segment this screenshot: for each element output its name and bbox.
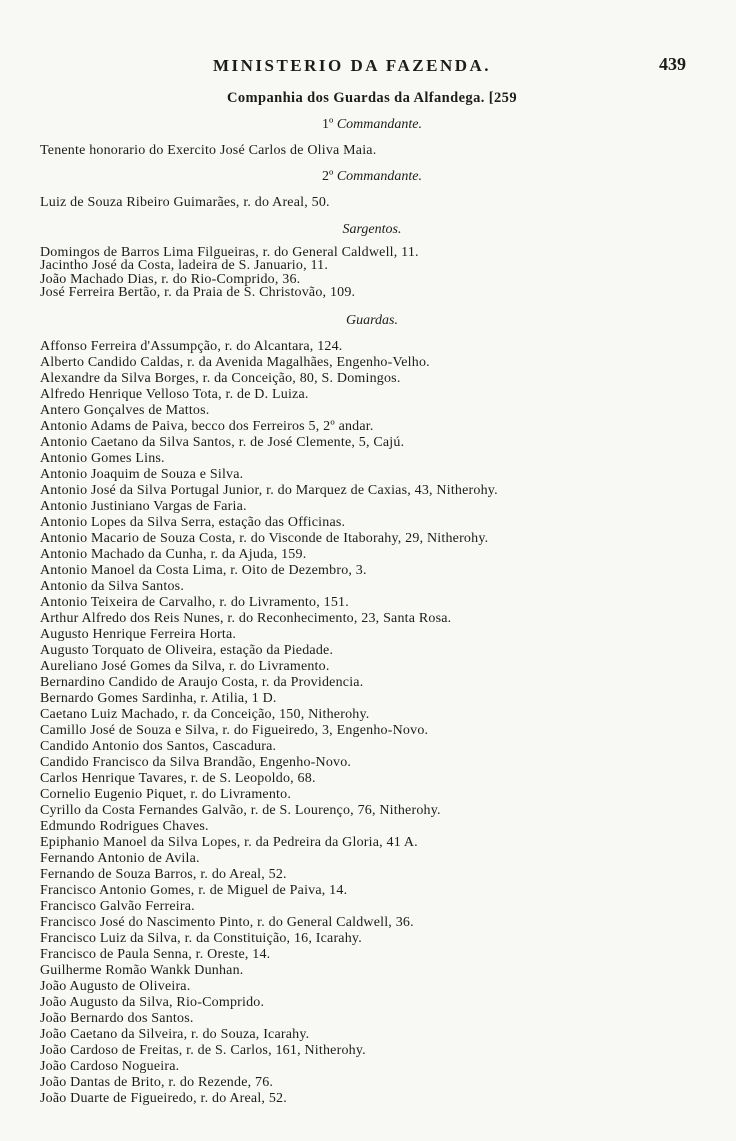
directory-entry: Edmundo Rodrigues Chaves. (40, 818, 209, 834)
directory-entry: Antero Gonçalves de Mattos. (40, 402, 210, 418)
section-heading-label: Commandante. (336, 117, 422, 132)
section-heading-label: Commandante. (336, 169, 422, 184)
directory-entry: João Bernardo dos Santos. (40, 1010, 194, 1026)
section-heading-ordinal: 1º (321, 117, 337, 132)
directory-entry: Antonio Caetano da Silva Santos, r. de José Clemente, 5, Cajú. (40, 434, 405, 450)
directory-entry: Camillo José de Souza e Silva, r. do Figueiredo, 3, Engenho-Novo. (40, 722, 429, 738)
directory-section (40, 117, 704, 159)
directory-entry: Antonio Justiniano Vargas de Faria. (40, 498, 247, 514)
directory-entry: João Caetano da Silveira, r. do Souza, Icarahy. (40, 1026, 310, 1042)
directory-entry: Fernando Antonio de Avila. (40, 850, 200, 866)
section-heading-ordinal: 2º (321, 169, 337, 184)
directory-entry: Domingos de Barros Lima Filgueiras, r. do General Caldwell, 11. (40, 245, 419, 260)
directory-entry: João Cardoso Nogueira. (40, 1058, 180, 1074)
directory-entry: Fernando de Souza Barros, r. do Areal, 52. (40, 866, 287, 882)
directory-entry: Alberto Candido Caldas, r. da Avenida Magalhães, Engenho-Velho. (40, 354, 430, 370)
directory-entry: Luiz de Souza Ribeiro Guimarães, r. do Areal, 50. (40, 195, 330, 210)
directory-entry: Candido Francisco da Silva Brandão, Engenho-Novo. (40, 754, 352, 770)
entry-list (40, 246, 704, 300)
company-title: Companhia dos Guardas da Alfandega. [259 (227, 90, 517, 106)
section-heading (40, 313, 704, 329)
directory-sections (40, 117, 704, 1107)
directory-entry: Antonio Machado da Cunha, r. da Ajuda, 159. (40, 546, 307, 562)
directory-section (40, 169, 704, 211)
directory-entry: Candido Antonio dos Santos, Cascadura. (40, 738, 277, 754)
directory-entry: Antonio Adams de Paiva, becco dos Ferreiros 5, 2º andar. (40, 418, 374, 434)
directory-entry: Caetano Luiz Machado, r. da Conceição, 150, Nitherohy. (40, 706, 370, 722)
directory-entry: João Augusto de Oliveira. (40, 978, 191, 994)
directory-entry: Cornelio Eugenio Piquet, r. do Livramento. (40, 786, 292, 802)
directory-entry: Antonio José da Silva Portugal Junior, r. do Marquez de Caxias, 43, Nitherohy. (40, 482, 498, 498)
section-heading-label: Sargentos. (342, 222, 402, 237)
section-heading (40, 117, 704, 133)
directory-entry: Francisco Antonio Gomes, r. de Miguel de Paiva, 14. (40, 882, 348, 898)
entry-list (40, 195, 704, 211)
directory-entry: João Duarte de Figueiredo, r. do Areal, 52. (40, 1090, 287, 1106)
entry-list (40, 339, 704, 1107)
directory-entry: Alexandre da Silva Borges, r. da Conceição, 80, S. Domingos. (40, 370, 401, 386)
directory-entry: Cyrillo da Costa Fernandes Galvão, r. de S. Lourenço, 76, Nitherohy. (40, 802, 441, 818)
directory-entry: Francisco José do Nascimento Pinto, r. do General Caldwell, 36. (40, 914, 414, 930)
directory-entry: Arthur Alfredo dos Reis Nunes, r. do Reconhecimento, 23, Santa Rosa. (40, 610, 452, 626)
directory-entry: Tenente honorario do Exercito José Carlos de Oliva Maia. (40, 143, 377, 158)
directory-entry: Antonio Gomes Lins. (40, 450, 165, 466)
directory-section (40, 313, 704, 1107)
page-title: MINISTERIO DA FAZENDA. (212, 56, 492, 75)
directory-entry: Antonio Lopes da Silva Serra, estação das Officinas. (40, 514, 346, 530)
directory-section (40, 222, 704, 300)
directory-entry: Augusto Torquato de Oliveira, estação da Piedade. (40, 642, 334, 658)
entry-list (40, 143, 704, 159)
directory-entry: Bernardino Candido de Araujo Costa, r. da Providencia. (40, 674, 364, 690)
directory-entry: Antonio Macario de Souza Costa, r. do Visconde de Itaborahy, 29, Nitherohy. (40, 530, 489, 546)
directory-entry: Bernardo Gomes Sardinha, r. Atilia, 1 D. (40, 690, 277, 706)
directory-entry: Jacintho José da Costa, ladeira de S. Januario, 11. (40, 258, 329, 274)
directory-entry: Antonio Joaquim de Souza e Silva. (40, 466, 244, 482)
directory-entry: Epiphanio Manoel da Silva Lopes, r. da Pedreira da Gloria, 41 A. (40, 834, 418, 850)
directory-entry: Francisco Luiz da Silva, r. da Constituição, 16, Icarahy. (40, 930, 362, 946)
directory-entry: Augusto Henrique Ferreira Horta. (40, 626, 237, 642)
section-heading (40, 222, 704, 238)
directory-entry: Aureliano José Gomes da Silva, r. do Livramento. (40, 658, 330, 674)
directory-entry: Alfredo Henrique Velloso Tota, r. de D. Luiza. (40, 386, 309, 402)
page-header (40, 56, 704, 80)
directory-entry: Antonio Manoel da Costa Lima, r. Oito de Dezembro, 3. (40, 562, 367, 578)
directory-entry: Guilherme Romão Wankk Dunhan. (40, 962, 244, 978)
directory-entry: João Machado Dias, r. do Rio-Comprido, 36. (40, 271, 301, 287)
directory-entry: Antonio Teixeira de Carvalho, r. do Livramento, 151. (40, 594, 349, 610)
directory-entry: Francisco Galvão Ferreira. (40, 898, 195, 914)
directory-entry: Affonso Ferreira d'Assumpção, r. do Alcantara, 124. (40, 338, 343, 354)
directory-entry: João Dantas de Brito, r. do Rezende, 76. (40, 1074, 274, 1090)
directory-entry: João Augusto da Silva, Rio-Comprido. (40, 994, 265, 1010)
directory-entry: João Cardoso de Freitas, r. de S. Carlos, 161, Nitherohy. (40, 1042, 366, 1058)
page-number: 439 (659, 54, 686, 74)
directory-entry: Carlos Henrique Tavares, r. de S. Leopoldo, 68. (40, 770, 316, 786)
section-heading-label: Guardas. (346, 312, 398, 328)
section-heading (40, 169, 704, 185)
directory-entry: José Ferreira Bertão, r. da Praia de S. Christovão, 109. (40, 285, 356, 301)
directory-entry: Antonio da Silva Santos. (40, 578, 185, 594)
directory-entry: Francisco de Paula Senna, r. Oreste, 14. (40, 946, 271, 962)
